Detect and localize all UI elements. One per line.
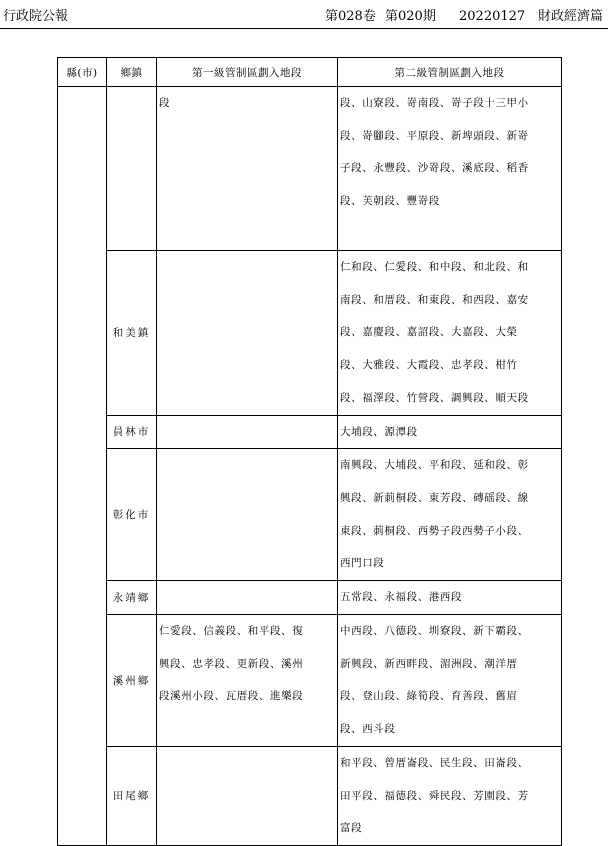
level2-sections-cell: 段、山寮段、嵜南段、嵜子段十三甲小 段、嵜腳段、平原段、新埤頭段、新嵜 子段、永豐段、沙嵜段、溪底段、稻香 段、芙朝段、豐嵜段 [338,87,562,251]
table-row [58,87,562,251]
table-row [58,449,562,581]
level1-sections-cell: 仁愛段、信義段、和平段、復 興段、忠孝段、更新段、溪州 段溪州小段、瓦厝段、進樂段 [157,614,338,746]
table-header-row [58,58,562,87]
column-header-level2-sections: 第二級管制區劃入地段 [338,58,562,87]
column-header-level1-sections: 第一級管制區劃入地段 [157,58,338,87]
township-cell: 彰化市 [107,449,157,581]
level1-sections-cell [157,746,338,845]
level2-sections-cell: 南興段、大埔段、平和段、延和段、彰 興段、新莿桐段、東芳段、磚磘段、線 東段、莿桐段、西勢子段西勢子小段、 西門口段 [338,449,562,581]
level1-sections-cell [157,581,338,615]
table-row [58,746,562,845]
township-cell [107,87,157,251]
header-rule [0,28,608,29]
table-row [58,251,562,416]
level1-sections-cell [157,449,338,581]
level1-sections-cell [157,415,338,449]
issue-date: 20220127 [459,9,526,24]
publication-title: 行政院公報 [3,9,69,24]
township-cell: 田尾鄉 [107,746,157,845]
page-header [0,0,608,30]
township-cell: 員林市 [107,415,157,449]
level2-sections-cell: 仁和段、仁愛段、和中段、和北段、和 南段、和厝段、和東段、和西段、嘉安 段、嘉慶段、嘉詔段、大嘉段、大榮 段、大雅段、大霞段、忠孝段、柑竹 段、福澤段、竹營段、調興段、順天段 [338,251,562,416]
table-row [58,415,562,449]
land-section-table [57,57,562,846]
level2-sections-cell: 中西段、八德段、圳寮段、新下霸段、 新興段、新西畔段、湄洲段、潮洋厝 段、登山段、綠筍段、育善段、舊眉 段、西斗段 [338,614,562,746]
level2-sections-cell: 和平段、曾厝崙段、民生段、田崙段、 田平段、福德段、舜民段、芳園段、芳 富段 [338,746,562,845]
column-header-county: 縣(市) [58,58,107,87]
level1-sections-cell [157,251,338,416]
column-header-township: 鄉鎮 [107,58,157,87]
township-cell: 永靖鄉 [107,581,157,615]
county-cell [58,87,107,846]
level2-sections-cell: 大埔段、源潭段 [338,415,562,449]
township-cell: 溪州鄉 [107,614,157,746]
issue-number: 第020期 [385,9,436,24]
table-row [58,581,562,615]
table-row [58,614,562,746]
section-name: 財政經濟篇 [538,9,604,24]
level1-sections-cell: 段 [157,87,338,251]
township-cell: 和美鎮 [107,251,157,416]
level2-sections-cell: 五常段、永福段、港西段 [338,581,562,615]
volume-number: 第028卷 [325,9,376,24]
